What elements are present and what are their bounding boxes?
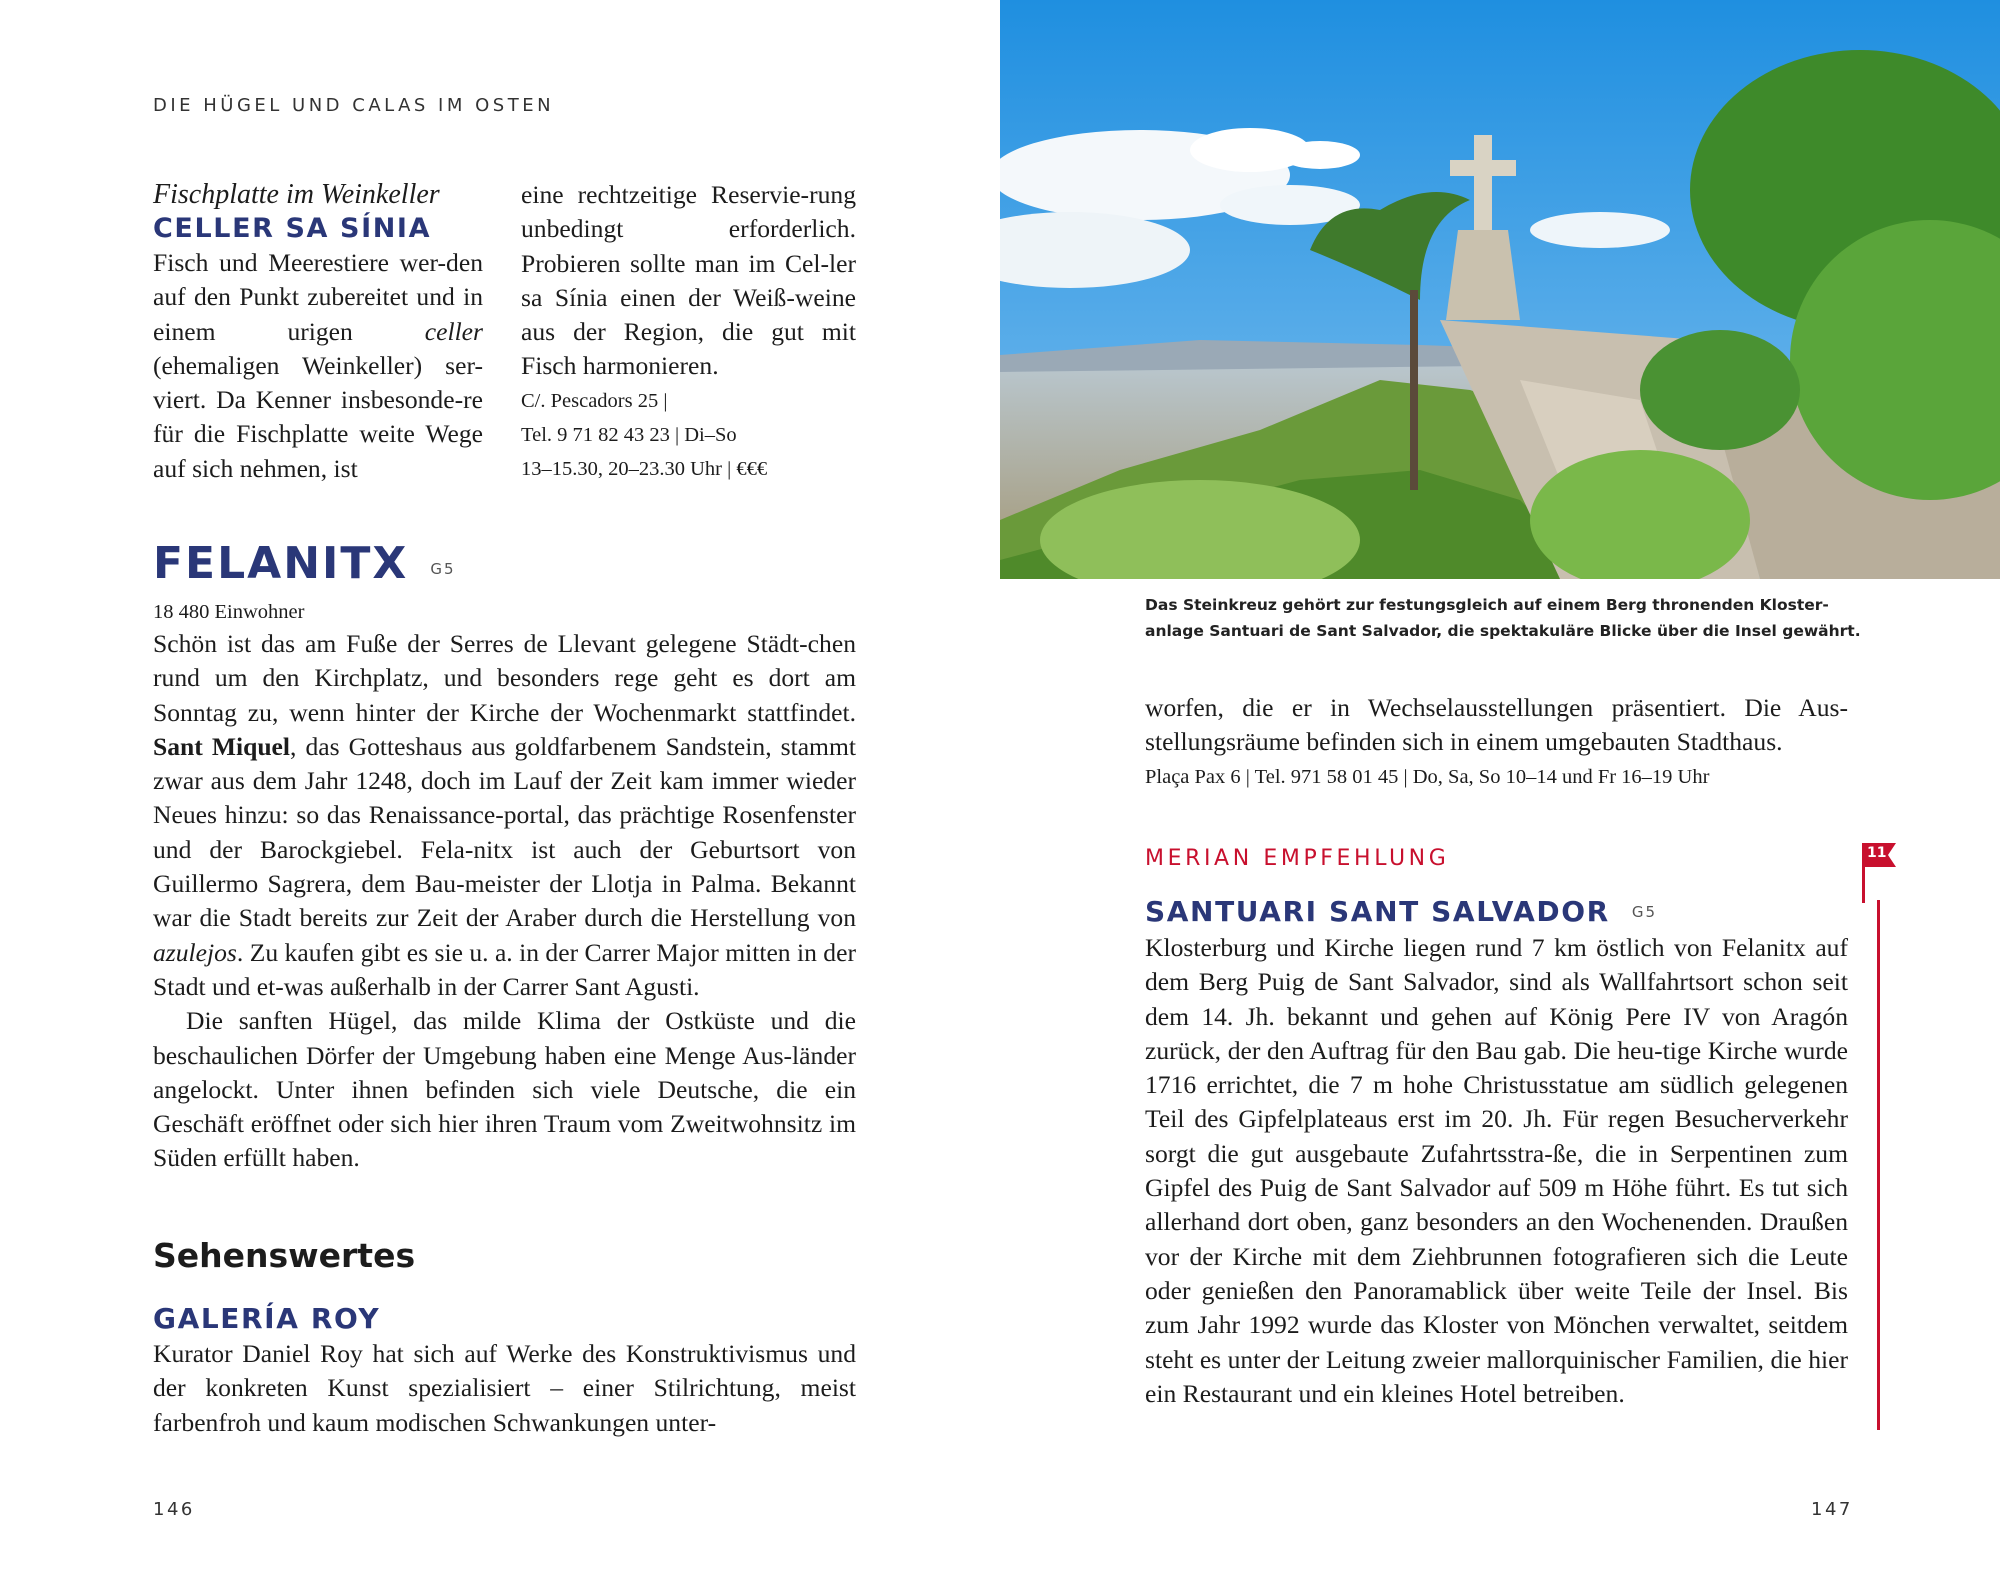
- felanitx-section: [153, 536, 856, 1176]
- celler-subtitle: Fischplatte im Weinkeller: [153, 179, 440, 210]
- photo-illustration: [1000, 0, 2000, 579]
- photo-steinkreuz: [1000, 0, 2000, 579]
- recommendation-rule: [1877, 900, 1880, 1430]
- felanitx-paragraph-1: Schön ist das am Fuße der Serres de Llevant gelegene Städt-chen rund um den Kirchplatz, und besonders rege geht es dort am Sonntag zu, wenn hinter der Kirche der Wochenmarkt stattfindet. Sant Miquel, das Gotteshaus aus goldfarbenem Sandstein, stammt zwar aus dem Jahr 1248, doch im Lauf der Zeit kam immer wieder Neues hinzu: so das Renaissance-portal, das prächtige Rosenfenster und der Barockgiebel. Fela-nitx ist auch der Geburtsort von Guillermo Sagrera, dem Bau-meister der Llotja in Palma. Bekannt war die Stadt bereits zur Zeit der Araber durch die Herstellung von azulejos. Zu kaufen gibt es sie u. a. in der Carrer Major mitten in der Stadt und et-was außerhalb in der Carrer Sant Agusti.: [153, 629, 856, 1001]
- page-number-right: 147: [1811, 1499, 1853, 1520]
- felanitx-text: [153, 627, 856, 1176]
- santuari-text: Klosterburg und Kirche liegen rund 7 km östlich von Felanitx auf dem Berg Puig de Sant Salvador, sind als Wallfahrtsort schon seit dem 14. Jh. bekannt und gehen auf König Pere IV von Aragón zurück, der den Auftrag für den Bau gab. Die heu-tige Kirche wurde 1716 errichtet, die 7 m hohe Christusstatue am südlich gelegenen Teil des Gipfelplateaus erst im 20. Jh. Für regen Besucherverkehr sorgt die gut ausgebaute Zufahrtsstra-ße, die in Serpentinen zum Gipfel des Puig de Sant Salvador auf 509 m Höhe führt. Es tut sich allerhand dort oben, ganz besonders an den Wochenenden. Draußen vor der Kirche mit dem Ziehbrunnen fotografieren sich die Leute oder genießen den Panoramablick über weite Teile der Insel. Bis zum Jahr 1992 wurde das Kloster von Mönchen verwaltet, seitdem steht es unter der Leitung zweier mallorquinischer Familien, die hier ein Restaurant und ein kleines Hotel betreiben.: [1145, 933, 1848, 1408]
- celler-title: CELLER SA SÍNIA: [153, 213, 432, 244]
- felanitx-paragraph-2: Die sanften Hügel, das milde Klima der Ostküste und die beschaulichen Dörfer der Umgebung haben eine Menge Aus-länder angelockt. Unter ihnen befinden sich viele Deutsche, die ein Geschäft eröffnet oder sich hier ihren Traum vom Zweitwohnsitz im Süden erfüllt haben.: [153, 1006, 856, 1173]
- grid-ref-felanitx: G5: [430, 560, 456, 578]
- celler-info-line3: 13–15.30, 20–23.30 Uhr | €€€: [521, 458, 768, 481]
- section-heading-sehenswertes: Sehenswertes: [153, 1236, 416, 1275]
- celler-column-1: [153, 178, 483, 486]
- galeria-section: [153, 1301, 856, 1440]
- santuari-section: [1145, 893, 1848, 1411]
- celler-column-2: [521, 178, 856, 487]
- felanitx-population: 18 480 Einwohner: [153, 601, 305, 623]
- galeria-continuation: [1145, 691, 1848, 794]
- galeria-info: Plaça Pax 6 | Tel. 971 58 01 45 | Do, Sa, So 10–14 und Fr 16–19 Uhr: [1145, 765, 1710, 788]
- celler-text-1: Fisch und Meerestiere wer-den auf den Punkt zubereitet und in einem urigen celler (ehemaligen Weinkeller) ser-viert. Da Kenner insbesonde-re für die Fischplatte weite Wege auf sich nehmen, ist: [153, 248, 483, 483]
- galeria-text: Kurator Daniel Roy hat sich auf Werke des Konstruktivismus und der konkreten Kunst spezialisiert – einer Stilrichtung, meist farbenfroh und kaum modischen Schwankungen unter-: [153, 1339, 856, 1437]
- galeria-title: GALERÍA ROY: [153, 1302, 381, 1335]
- recommendation-label: MERIAN EMPFEHLUNG: [1145, 846, 1450, 871]
- felanitx-title: FELANITX G5: [153, 538, 456, 589]
- galeria-text-continued: worfen, die er in Wechselausstellungen präsentiert. Die Aus-stellungsräume befinden sich in einem umgebauten Stadthaus.: [1145, 693, 1848, 757]
- celler-text-2: eine rechtzeitige Reservie-rung unbedingt erforderlich. Probieren sollte man im Cel-ler sa Sínia einen der Weiß-weine aus der Region, die gut mit Fisch harmonieren.: [521, 180, 856, 381]
- celler-info-line2: Tel. 9 71 82 43 23 | Di–So: [521, 424, 737, 447]
- page-number-left: 146: [153, 1499, 195, 1520]
- santuari-title: SANTUARI SANT SALVADOR G5: [1145, 895, 1657, 928]
- photo-caption: Das Steinkreuz gehört zur festungsgleich auf einem Berg thronenden Kloster-anlage Santuari de Sant Salvador, die spektakuläre Blicke über die Insel gewährt.: [1145, 596, 1861, 640]
- grid-ref-santuari: G5: [1631, 903, 1657, 921]
- running-head: DIE HÜGEL UND CALAS IM OSTEN: [153, 95, 555, 116]
- recommendation-badge: [1862, 843, 1896, 903]
- celler-info-line1: C/. Pescadors 25 |: [521, 389, 668, 412]
- badge-number: 11: [1867, 845, 1887, 861]
